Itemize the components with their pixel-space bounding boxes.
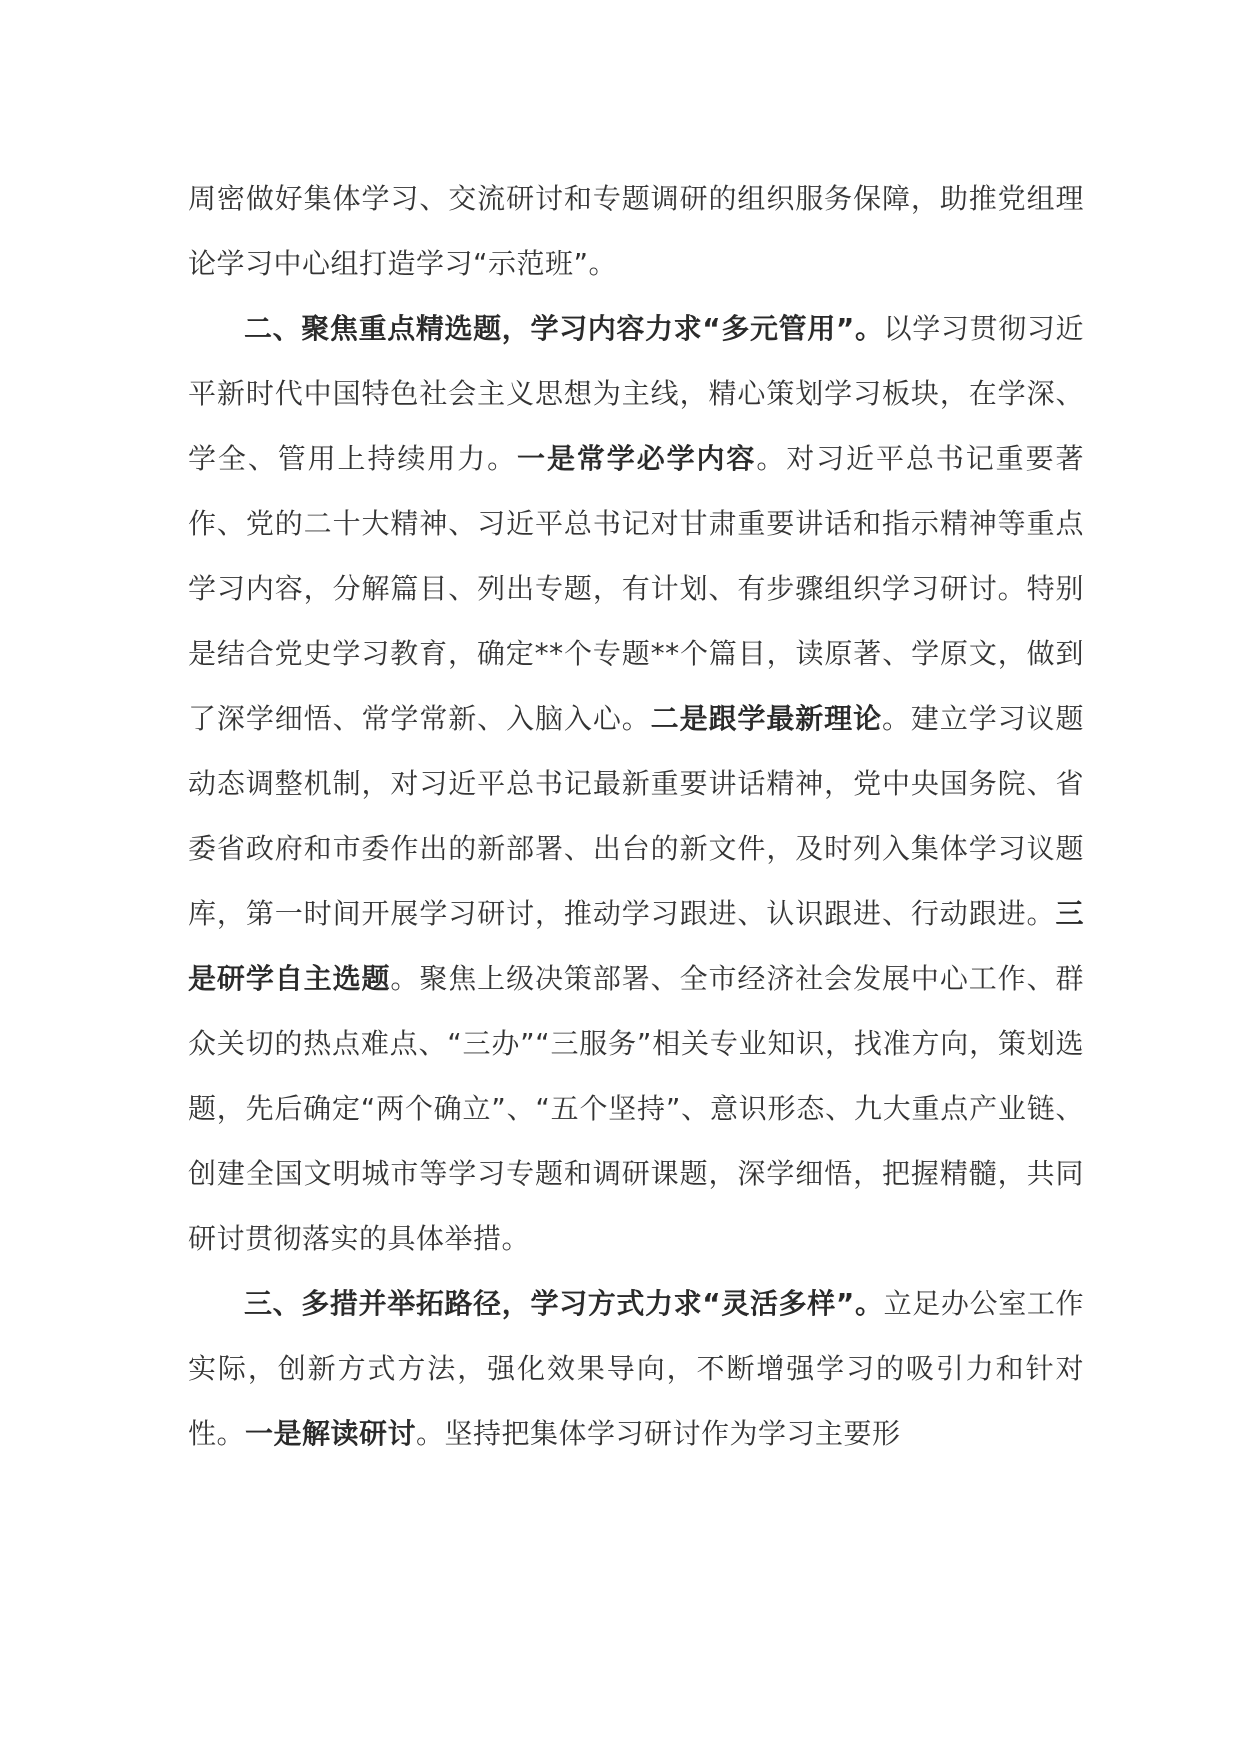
- section-heading: 三、多措并举拓路径，学习方式力求“灵活多样”。: [244, 1287, 884, 1320]
- text-run: 。聚焦上级决策部署、全市经济社会发展中心工作、群众关切的热点难点、“三办”“三服务”相关专业知识，找准方向，策划选题，先后确定“两个确立”、“五个坚持”、意识形态、九大重点产业链、创建全国文明城市等学习专题和调研课题，深学细悟，把握精髓，共同研讨贯彻落实的具体举措。: [188, 962, 1084, 1255]
- section-heading: 二、聚焦重点精选题，学习内容力求“多元管用”。: [244, 312, 884, 345]
- subpoint-heading: 一是常学必学内容: [517, 442, 757, 475]
- paragraph-3-section-three: [188, 1271, 1084, 1466]
- document-page: [188, 166, 1084, 1466]
- text-run: 。对习近平总书记重要著作、党的二十大精神、习近平总书记对甘肃重要讲话和指示精神等重点学习内容，分解篇目、列出专题，有计划、有步骤组织学习研讨。特别是结合党史学习教育，确定**个专题**个篇目，读原著、学原文，做到了深学细悟、常学常新、入脑入心。: [188, 442, 1084, 735]
- text-run: 周密做好集体学习、交流研讨和专题调研的组织服务保障，助推党组理论学习中心组打造学习“示范班”。: [188, 182, 1084, 280]
- subpoint-heading: 二是跟学最新理论: [650, 702, 882, 735]
- subpoint-heading: 三是研学自主选题: [188, 897, 1084, 995]
- text-run: 。建立学习议题动态调整机制，对习近平总书记最新重要讲话精神，党中央国务院、省委省政府和市委作出的新部署、出台的新文件，及时列入集体学习议题库，第一时间开展学习研讨，推动学习跟进、认识跟进、行动跟进。: [188, 702, 1084, 930]
- text-run: 以学习贯彻习近平新时代中国特色社会主义思想为主线，精心策划学习板块，在学深、学全、管用上持续用力。: [188, 312, 1084, 475]
- paragraph-1-continuation: [188, 166, 1084, 296]
- text-run: 立足办公室工作实际，创新方式方法，强化效果导向，不断增强学习的吸引力和针对性。: [188, 1287, 1084, 1450]
- text-run: 。坚持把集体学习研讨作为学习主要形: [416, 1417, 901, 1450]
- subpoint-heading: 一是解读研讨: [245, 1417, 417, 1450]
- paragraph-2-section-two: [188, 296, 1084, 1271]
